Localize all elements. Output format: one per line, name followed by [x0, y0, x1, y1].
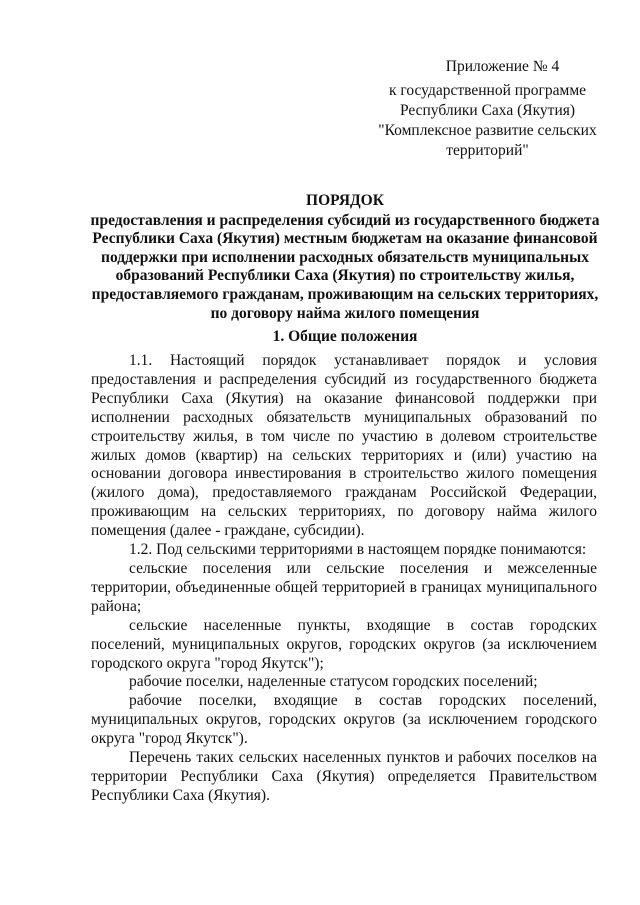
paragraph: сельские населенные пункты, входящие в состав городских поселений, муниципальных округов, городских округов (за исключением городского округа "город Якутск");: [91, 616, 597, 672]
paragraph: рабочие поселки, входящие в состав городских поселений, муниципальных округов, городских округов (за исключением городского округа "город Якутск").: [91, 692, 597, 748]
paragraph: 1.1. Настоящий порядок устанавливает порядок и условия предоставления и распределения субсидий из государственного бюджета Республики Саха (Якутия) на оказание финансовой поддержки при исполнении расходных обязательств муниципальных образований по строительству жилья, в том числе по участию в долевом строительстве жилых домов (квартир) на сельских территориях и (или) участию на основании договора инвестирования в строительство жилого помещения (жилого дома), предоставляемого гражданам Российской Федерации, проживающим на сельских территориях, по договору найма жилого помещения (далее - граждане, субсидии).: [91, 352, 597, 540]
appendix-line: территорий": [446, 142, 529, 159]
title-heading: ПОРЯДОК: [306, 192, 384, 209]
appendix-line: к государственной программе: [388, 82, 587, 99]
title-line: образований Республики Саха (Якутия) по строительству жилья,: [115, 267, 575, 285]
title-line: по договору найма жилого помещения: [210, 304, 480, 322]
paragraph: рабочие поселки, наделенные статусом городских поселений;: [129, 673, 538, 691]
appendix-block: [360, 57, 615, 161]
title-line: предоставляемого гражданам, проживающим на сельских территориях,: [91, 285, 599, 303]
appendix-line: "Комплексное развитие сельских: [378, 122, 597, 139]
paragraph: Перечень таких сельских населенных пунктов и рабочих поселков на территории Республики Саха (Якутия) определяется Правительством Республики Саха (Якутия).: [91, 749, 597, 804]
appendix-number: Приложение № 4: [445, 58, 560, 75]
body-text: [91, 352, 597, 806]
title-line: поддержки при исполнении расходных обязательств муниципальных: [101, 248, 589, 266]
section-heading: 1. Общие положения: [272, 328, 418, 345]
paragraph: 1.2. Под сельскими территориями в настоящем порядке понимаются:: [129, 541, 587, 559]
paragraph: сельские поселения или сельские поселения и межселенные территории, объединенные общей территорией в границах муниципального района;: [91, 559, 597, 615]
title-line: предоставления и распределения субсидий из государственного бюджета: [90, 211, 600, 229]
document-title: [85, 192, 605, 323]
appendix-line: Республики Саха (Якутия): [399, 102, 576, 119]
title-line: Республики Саха (Якутия) местным бюджетам на оказание финансовой: [92, 230, 598, 248]
